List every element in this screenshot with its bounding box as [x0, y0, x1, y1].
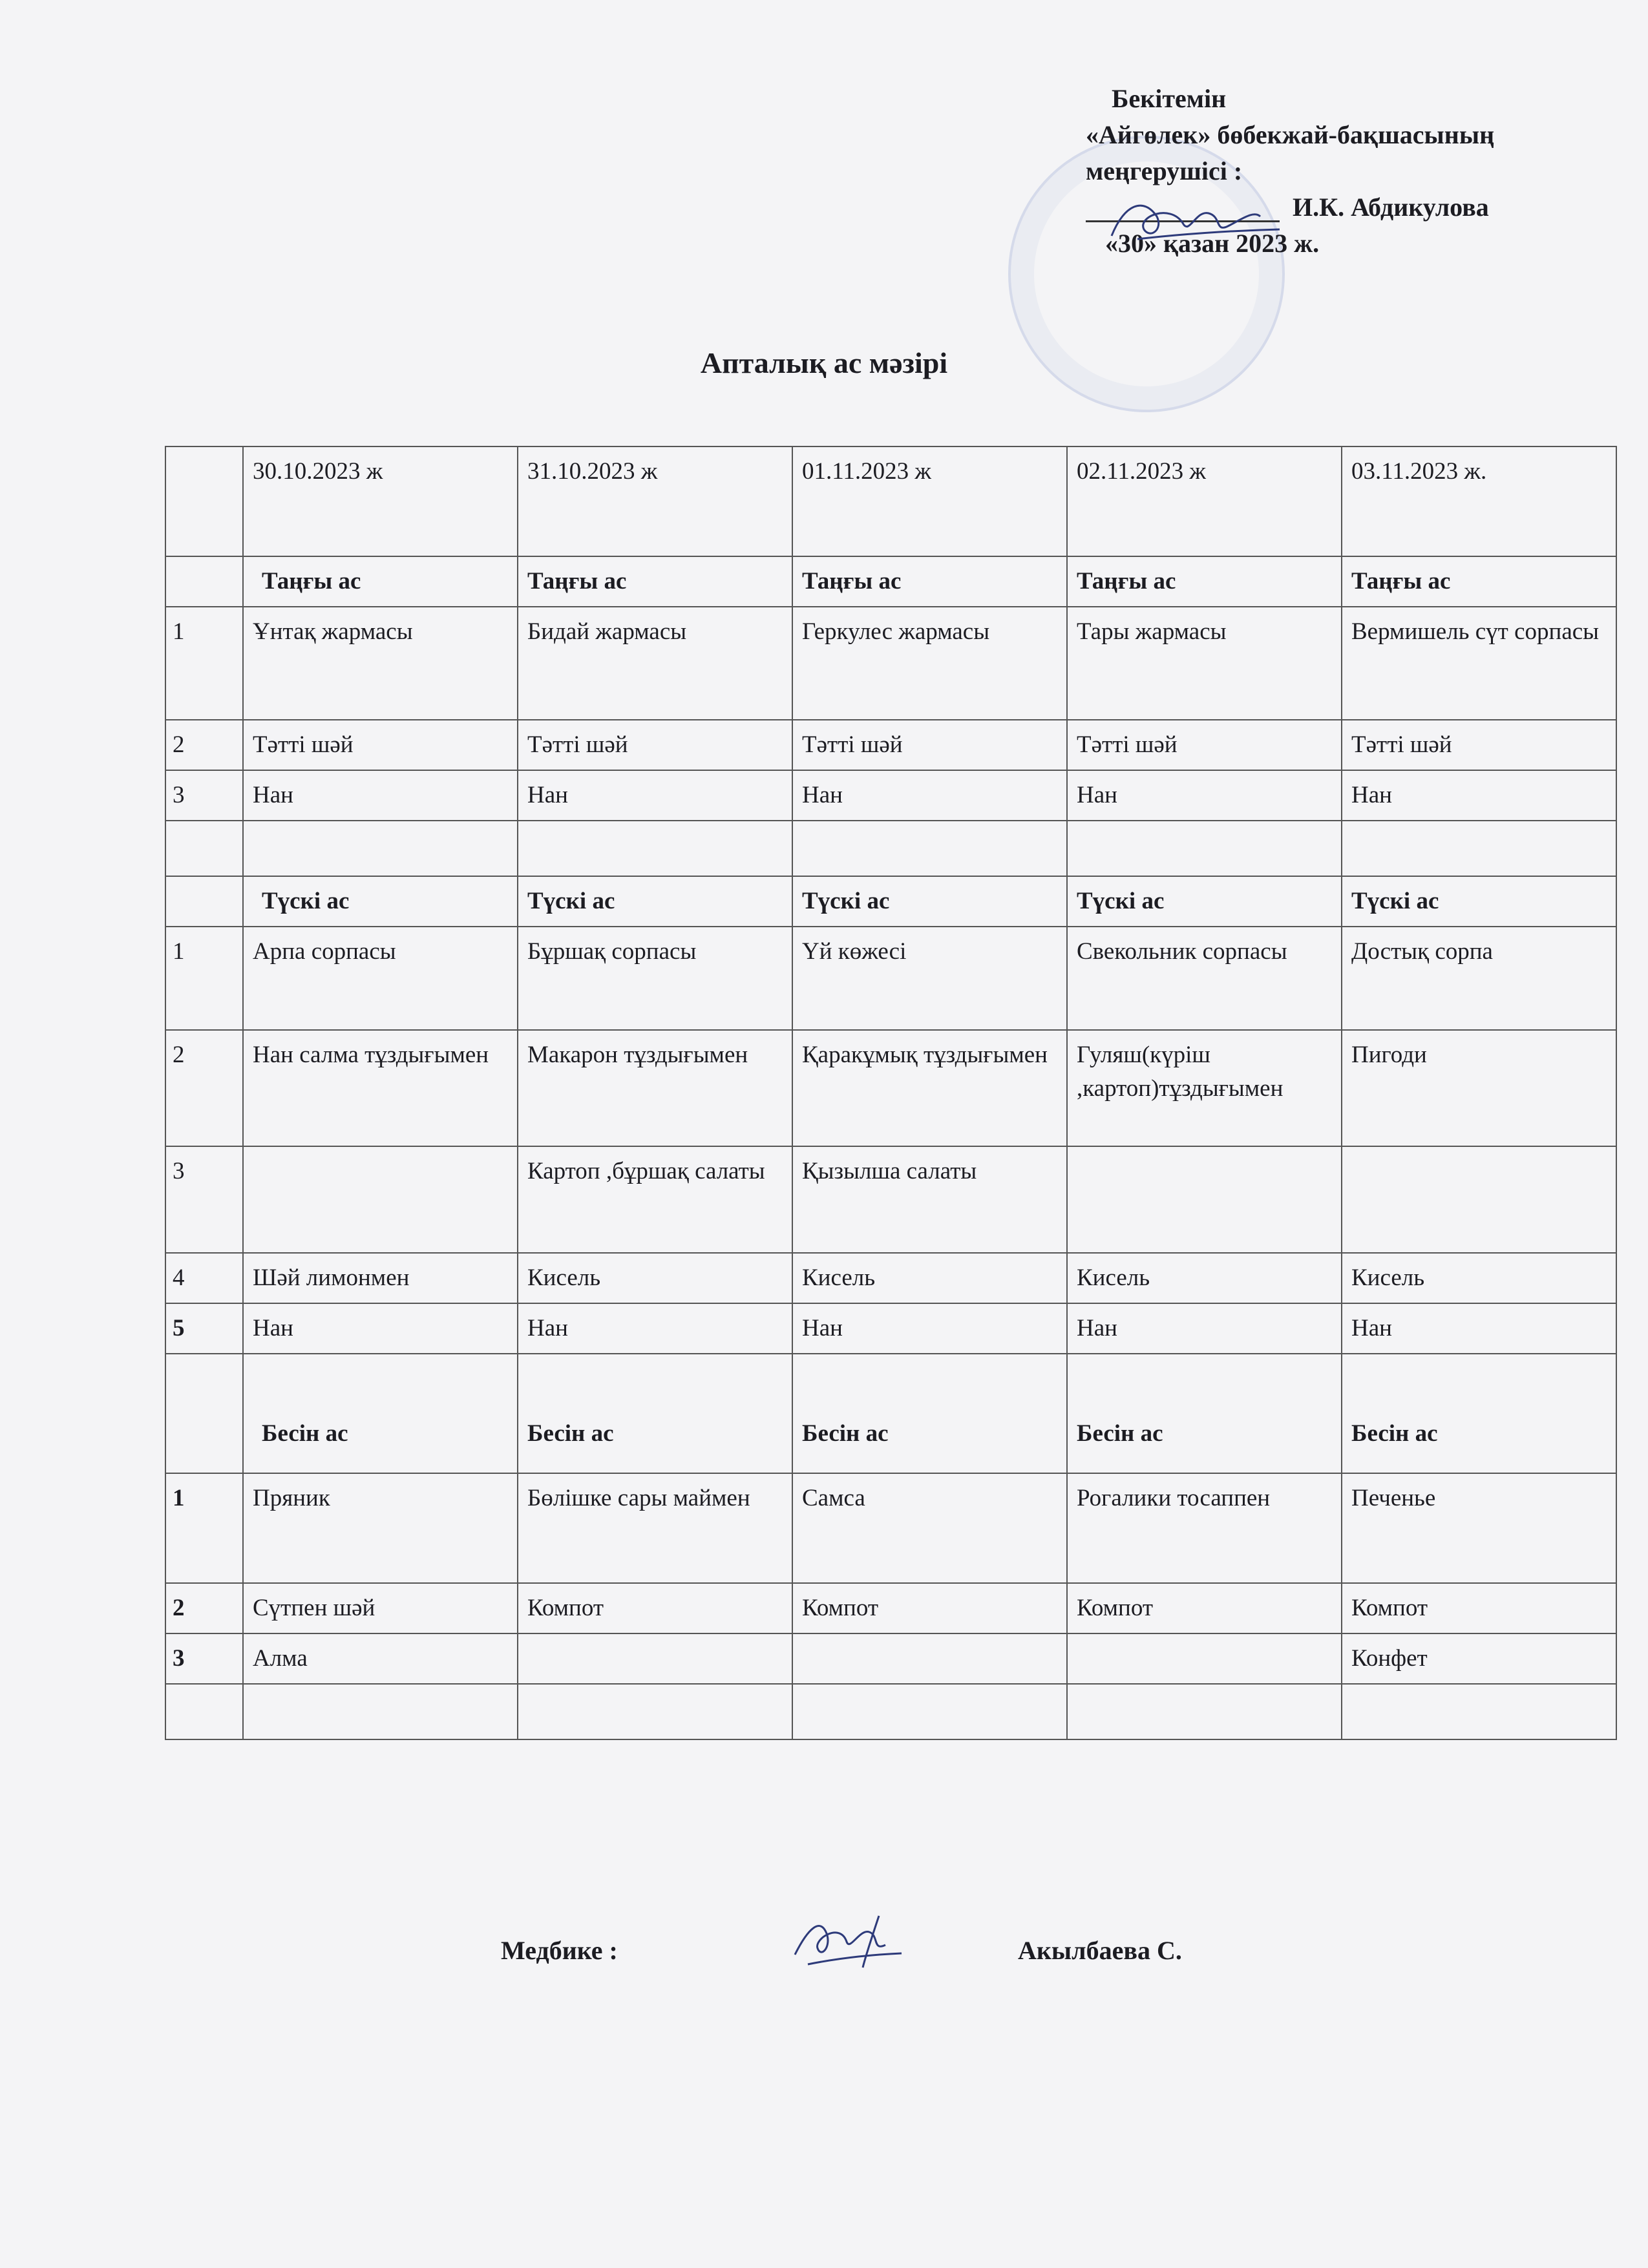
- row-number: 3: [165, 770, 243, 821]
- menu-cell: Нан салма тұздығымен: [243, 1030, 518, 1146]
- menu-cell: Макарон тұздығымен: [518, 1030, 792, 1146]
- menu-cell: Компот: [518, 1583, 792, 1633]
- row-number: 2: [165, 720, 243, 770]
- row-number: 2: [165, 1583, 243, 1633]
- table-row: [165, 1253, 1616, 1303]
- nurse-label: Медбике :: [501, 1936, 618, 1965]
- table-row: [165, 770, 1616, 821]
- menu-cell: Картоп ,бұршақ салаты: [518, 1146, 792, 1253]
- menu-cell: Бұршақ сорпасы: [518, 927, 792, 1030]
- section-label: Таңғы ас: [792, 556, 1067, 607]
- dates-row: [165, 446, 1616, 556]
- menu-cell: [1067, 1633, 1342, 1684]
- menu-cell: Үй көжесі: [792, 927, 1067, 1030]
- nurse-name: Акылбаева С.: [1018, 1936, 1182, 1965]
- menu-cell: [243, 1146, 518, 1253]
- menu-cell: Конфет: [1342, 1633, 1616, 1684]
- head-position: меңгерушісі :: [1086, 156, 1243, 185]
- menu-cell: [1342, 1146, 1616, 1253]
- table-row: [165, 927, 1616, 1030]
- section-label: Түскі ас: [518, 876, 792, 927]
- head-name: И.К. Абдикулова: [1293, 193, 1489, 222]
- row-number: 3: [165, 1146, 243, 1253]
- table-row: [165, 1473, 1616, 1583]
- section-label: Түскі ас: [243, 876, 518, 927]
- menu-cell: Кисель: [1067, 1253, 1342, 1303]
- table-row: [165, 1146, 1616, 1253]
- table-row: [165, 1030, 1616, 1146]
- menu-cell: Тәтті шәй: [1067, 720, 1342, 770]
- menu-cell: Тәтті шәй: [1342, 720, 1616, 770]
- section-label: Түскі ас: [1342, 876, 1616, 927]
- section-label: Бесін ас: [243, 1354, 518, 1473]
- approval-heading: Бекітемін: [1112, 84, 1227, 113]
- row-number: 4: [165, 1253, 243, 1303]
- menu-cell: Нан: [1067, 1303, 1342, 1354]
- row-number: 2: [165, 1030, 243, 1146]
- menu-cell: Тары жармасы: [1067, 607, 1342, 720]
- lunch-header-row: [165, 876, 1616, 927]
- section-label: Таңғы ас: [518, 556, 792, 607]
- menu-cell: Нан: [243, 1303, 518, 1354]
- menu-cell: Нан: [792, 1303, 1067, 1354]
- menu-cell: Кисель: [1342, 1253, 1616, 1303]
- menu-cell: Самса: [792, 1473, 1067, 1583]
- section-label: Таңғы ас: [243, 556, 518, 607]
- menu-cell: Печенье: [1342, 1473, 1616, 1583]
- date-cell: 02.11.2023 ж: [1067, 446, 1342, 556]
- menu-cell: Нан: [1067, 770, 1342, 821]
- menu-cell: Шәй лимонмен: [243, 1253, 518, 1303]
- date-cell: 01.11.2023 ж: [792, 446, 1067, 556]
- section-label: Түскі ас: [1067, 876, 1342, 927]
- menu-cell: Кисель: [792, 1253, 1067, 1303]
- table-row: [165, 720, 1616, 770]
- menu-cell: Нан: [518, 770, 792, 821]
- nurse-signature: [782, 1903, 911, 1974]
- section-label: Таңғы ас: [1067, 556, 1342, 607]
- menu-cell: Пигоди: [1342, 1030, 1616, 1146]
- approval-date: «30» қазан 2023 ж.: [1105, 229, 1320, 258]
- section-label: Түскі ас: [792, 876, 1067, 927]
- weekly-menu-table: [165, 446, 1617, 1740]
- corner-cell: [165, 446, 243, 556]
- empty-row: [165, 821, 1616, 876]
- menu-cell: Тәтті шәй: [518, 720, 792, 770]
- snack-header-row: [165, 1354, 1616, 1473]
- table-row: [165, 1633, 1616, 1684]
- menu-cell: Арпа сорпасы: [243, 927, 518, 1030]
- table-row: [165, 1303, 1616, 1354]
- menu-cell: Нан: [1342, 1303, 1616, 1354]
- section-label: Бесін ас: [518, 1354, 792, 1473]
- table-row: [165, 1583, 1616, 1633]
- menu-cell: Компот: [792, 1583, 1067, 1633]
- menu-cell: Достық сорпа: [1342, 927, 1616, 1030]
- menu-cell: Қызылша салаты: [792, 1146, 1067, 1253]
- menu-cell: Нан: [1342, 770, 1616, 821]
- menu-cell: Компот: [1342, 1583, 1616, 1633]
- menu-cell: Бөлішке сары маймен: [518, 1473, 792, 1583]
- row-number: 5: [165, 1303, 243, 1354]
- section-label: Бесін ас: [792, 1354, 1067, 1473]
- menu-cell: Геркулес жармасы: [792, 607, 1067, 720]
- section-label: Бесін ас: [1342, 1354, 1616, 1473]
- menu-cell: Тәтті шәй: [792, 720, 1067, 770]
- kindergarten-name: «Айгөлек» бөбекжай-бақшасының: [1086, 120, 1495, 149]
- menu-cell: Вермишель сүт сорпасы: [1342, 607, 1616, 720]
- menu-cell: [792, 1633, 1067, 1684]
- menu-cell: [1067, 1146, 1342, 1253]
- row-number: 3: [165, 1633, 243, 1684]
- menu-cell: Нан: [792, 770, 1067, 821]
- menu-cell: Нан: [243, 770, 518, 821]
- menu-cell: Нан: [518, 1303, 792, 1354]
- menu-cell: Алма: [243, 1633, 518, 1684]
- table-row: [165, 607, 1616, 720]
- section-label: Бесін ас: [1067, 1354, 1342, 1473]
- menu-cell: Пряник: [243, 1473, 518, 1583]
- menu-cell: Кисель: [518, 1253, 792, 1303]
- row-number: 1: [165, 1473, 243, 1583]
- menu-cell: Тәтті шәй: [243, 720, 518, 770]
- row-number: 1: [165, 927, 243, 1030]
- menu-cell: Гуляш(күріш ,картоп)тұздығымен: [1067, 1030, 1342, 1146]
- menu-cell: [518, 1633, 792, 1684]
- head-signature: [1099, 191, 1293, 249]
- menu-cell: Ұнтақ жармасы: [243, 607, 518, 720]
- date-cell: 30.10.2023 ж: [243, 446, 518, 556]
- row-number: 1: [165, 607, 243, 720]
- page-title: Апталық ас мәзірі: [700, 346, 948, 379]
- menu-cell: Свекольник сорпасы: [1067, 927, 1342, 1030]
- section-label: Таңғы ас: [1342, 556, 1616, 607]
- menu-cell: Қаракұмық тұздығымен: [792, 1030, 1067, 1146]
- menu-cell: Бидай жармасы: [518, 607, 792, 720]
- menu-cell: Сүтпен шәй: [243, 1583, 518, 1633]
- date-cell: 03.11.2023 ж.: [1342, 446, 1616, 556]
- date-cell: 31.10.2023 ж: [518, 446, 792, 556]
- menu-cell: Рогалики тосаппен: [1067, 1473, 1342, 1583]
- menu-cell: Компот: [1067, 1583, 1342, 1633]
- empty-row: [165, 1684, 1616, 1739]
- breakfast-header-row: [165, 556, 1616, 607]
